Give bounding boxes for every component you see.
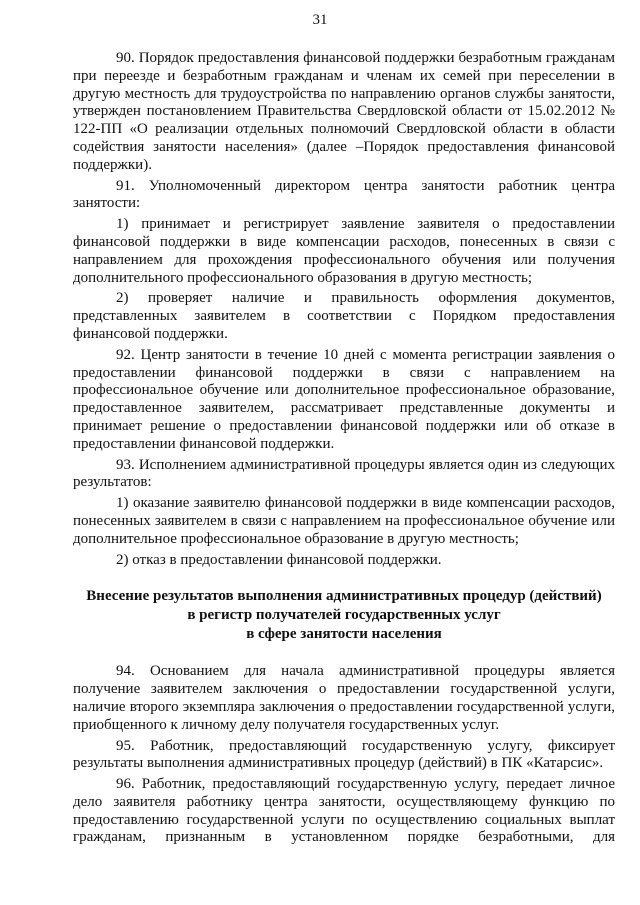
- paragraph-93: 93. Исполнением административной процедуры является один из следующих результатов:: [73, 456, 615, 491]
- paragraph-96: 96. Работник, предоставляющий государственную услугу, передает личное дело заявителя работнику центра занятости, осуществляющему функцию по предоставлению государственной услуги по осуществлению социальных выплат гражданам, признанным в установленном порядке безработными, для: [73, 776, 615, 846]
- paragraph-93-item-1: 1) оказание заявителю финансовой поддержки в виде компенсации расходов, понесенных заявителем в связи с направлением на профессиональное обучение или дополнительное профессиональное образование в другую местность;: [73, 495, 615, 547]
- document-body: [73, 50, 615, 850]
- section-heading-line-1: Внесение результатов выполнения административных процедур (действий): [86, 588, 602, 605]
- section-heading: [73, 587, 615, 644]
- section-heading-line-2: в регистр получателей государственных услуг: [187, 607, 501, 624]
- page-number: 31: [312, 12, 328, 28]
- paragraph-92: 92. Центр занятости в течение 10 дней с момента регистрации заявления о предоставлении финансовой поддержки в связи с направлением на профессиональное обучение или дополнительное профессиональное образование, предоставленное заявителем, рассматривает представленные документы и принимает решение о предоставлении финансовой поддержки или об отказе в предоставлении финансовой поддержки.: [73, 346, 615, 452]
- paragraph-91: 91. Уполномоченный директором центра занятости работник центра занятости:: [73, 177, 615, 212]
- paragraph-94: 94. Основанием для начала административной процедуры является получение заявителем заключения о предоставлении государственной услуги, наличие второго экземпляра заключения о предоставлении государственной услуги, приобщенного к личному делу получателя государственных услуг.: [73, 663, 615, 733]
- paragraph-91-item-2: 2) проверяет наличие и правильность оформления документов, представленных заявителем в соответствии с Порядком предоставления финансовой поддержки.: [73, 290, 615, 342]
- section-heading-line-3: в сфере занятости населения: [246, 626, 442, 643]
- paragraph-91-item-1: 1) принимает и регистрирует заявление заявителя о предоставлении финансовой поддержки в виде компенсации расходов, понесенных в связи с направлением для прохождения профессионального обучения или получения дополнительного профессионального образования в другую местность;: [73, 216, 615, 286]
- paragraph-93-item-2: 2) отказ в предоставлении финансовой поддержки.: [116, 551, 442, 568]
- paragraph-90: 90. Порядок предоставления финансовой поддержки безработным гражданам при переезде и безработным гражданам и членам их семей при переселении в другую местность для трудоустройства по направлению органов службы занятости, утвержден постановлением Правительства Свердловской области от 15.02.2012 № 122-ПП «О реализации отдельных полномочий Свердловской области в области содействия занятости населения» (далее –Порядок предоставления финансовой поддержки).: [73, 50, 615, 173]
- paragraph-95: 95. Работник, предоставляющий государственную услугу, фиксирует результаты выполнения административных процедур (действий) в ПК «Катарсис».: [73, 737, 615, 772]
